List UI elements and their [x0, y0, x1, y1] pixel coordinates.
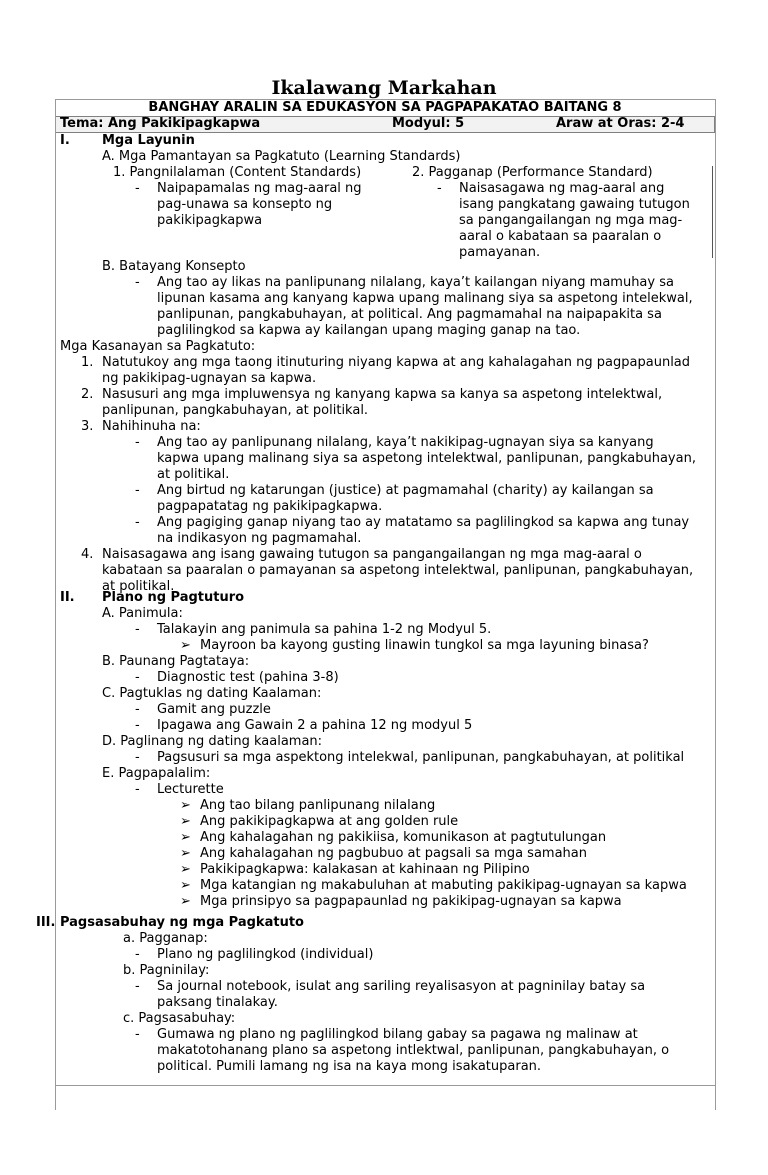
arrow-bullet: ➢	[180, 846, 191, 861]
content-standards-line: pakikipagkapwa	[157, 213, 263, 228]
lecturette-topic: Pakikipagkapwa: kalakasan at kahinaan ng Pilipino	[200, 862, 530, 877]
pagsasabuhay-line: political. Pumili lamang ng isa na kaya mong isakatuparan.	[157, 1059, 542, 1074]
content-standards-line: pag-unawa sa konsepto ng	[157, 197, 333, 212]
pagtataya-line: Diagnostic test (pahina 3-8)	[157, 670, 339, 685]
kasanayan-line: Naisasagawa ang isang gawaing tutugon sa pangangailangan ng mga mag-aaral o	[102, 547, 642, 562]
dash-bullet: -	[135, 947, 140, 962]
modyul-label: Modyul: 5	[392, 116, 465, 131]
content-standards-title: 1. Pangnilalaman (Content Standards)	[113, 165, 362, 180]
nahihinuha-line: Ang birtud ng katarungan (justice) at pagmamahal (charity) ay kailangan sa	[157, 483, 654, 498]
arrow-bullet: ➢	[180, 878, 191, 893]
kasanayan-line: ng pakikipag-ugnayan sa kapwa.	[102, 371, 317, 386]
kasanayan-line: Natutukoy ang mga taong itinuturing niyang kapwa at ang kahalagahan ng pagpapaunlad	[102, 355, 691, 370]
kasanayan-number: 4.	[81, 547, 94, 562]
arrow-bullet: ➢	[180, 862, 191, 877]
kasanayan-line: panlipunan, pangkabuhayan, at politikal.	[102, 403, 369, 418]
section-3-heading: III. Pagsasabuhay ng mga Pagkatuto	[36, 915, 304, 930]
panimula-line: Talakayin ang panimula sa pahina 1-2 ng Modyul 5.	[157, 622, 492, 637]
nahihinuha-line: kapwa upang malinang siya sa aspetong intelektwal, panlipunan, pangkabuhayan,	[157, 451, 696, 466]
dash-bullet: -	[135, 979, 140, 994]
panimula-question: Mayroon ba kayong gusting linawin tungkol sa mga layuning binasa?	[200, 638, 649, 653]
content-standards-line: Naipapamalas ng mag-aaral ng	[157, 181, 362, 196]
kasanayan-number: 2.	[81, 387, 94, 402]
paglinang-label: D. Paglinang ng dating kaalaman:	[102, 734, 323, 749]
arrow-bullet: ➢	[180, 798, 191, 813]
table-right-border	[715, 99, 716, 1110]
pagninilay-label: b. Pagninilay:	[123, 963, 210, 978]
konsepto-line: Ang tao ay likas na panlipunang nilalang, kaya’t kailangan niyang mamuhay sa	[157, 275, 674, 290]
nahihinuha-line: pagpapatatag ng pakikipagkapwa.	[157, 499, 383, 514]
dash-bullet: -	[135, 782, 140, 797]
konsepto-line: panlipunan, pangkabuhayan, at political. Ang pagmamahal na naipapakita sa	[157, 307, 662, 322]
column-divider	[712, 166, 713, 258]
kasanayan-line: kabataan sa paaralan o pamayanan sa aspetong intelektwal, panlipunan, pangkabuhayan,	[102, 563, 694, 578]
kasanayan-line: Nahihinuha na:	[102, 419, 201, 434]
dash-bullet: -	[135, 1027, 140, 1042]
document-title: Ikalawang Markahan	[271, 77, 497, 99]
kasanayan-line: Nasusuri ang mga impluwensya ng kanyang kapwa sa kanya sa aspetong intelektwal,	[102, 387, 663, 402]
nahihinuha-line: Ang tao ay panlipunang nilalang, kaya’t nakikipag-ugnayan siya sa kanyang	[157, 435, 654, 450]
dash-bullet: -	[135, 670, 140, 685]
kasanayan-number: 1.	[81, 355, 94, 370]
dash-bullet: -	[135, 435, 140, 450]
pagtuklas-label: C. Pagtuklas ng dating Kaalaman:	[102, 686, 322, 701]
konsepto-line: lipunan kasama ang kanyang kapwa upang malinang siya sa aspetong intelekwal,	[157, 291, 693, 306]
dash-bullet: -	[135, 702, 140, 717]
dash-bullet: -	[135, 750, 140, 765]
lecturette-topic: Ang kahalagahan ng pakikiisa, komunikason at pagtutulungan	[200, 830, 607, 845]
pagninilay-line: paksang tinalakay.	[157, 995, 278, 1010]
performance-standard-title: 2. Pagganap (Performance Standard)	[412, 165, 653, 180]
kasanayan-label: Mga Kasanayan sa Pagkatuto:	[60, 339, 256, 354]
tema-label: Tema: Ang Pakikipagkapwa	[60, 116, 261, 131]
pagsasabuhay-label: c. Pagsasabuhay:	[123, 1011, 236, 1026]
dash-bullet: -	[437, 181, 442, 196]
nahihinuha-line: at politikal.	[157, 467, 230, 482]
performance-standard-line: Naisasagawa ng mag-aaral ang	[459, 181, 665, 196]
batayang-konsepto-label: B. Batayang Konsepto	[102, 259, 246, 274]
lecturette-topic: Ang tao bilang panlipunang nilalang	[200, 798, 436, 813]
paunang-pagtataya-label: B. Paunang Pagtataya:	[102, 654, 250, 669]
arrow-bullet: ➢	[180, 814, 191, 829]
pagganap-line: Plano ng paglilingkod (individual)	[157, 947, 374, 962]
performance-standard-line: isang pangkatang gawaing tutugon	[459, 197, 690, 212]
arrow-bullet: ➢	[180, 894, 191, 909]
performance-standard-line: aaral o kabataan sa paaralan o	[459, 229, 662, 244]
table-left-border	[55, 99, 56, 1110]
bottom-rule	[55, 1085, 715, 1086]
dash-bullet: -	[135, 718, 140, 733]
pagganap-label: a. Pagganap:	[123, 931, 208, 946]
section-1-heading: Mga Layunin	[102, 133, 195, 148]
section-2-numeral: II.	[60, 590, 75, 605]
lecturette-topic: Ang kahalagahan ng pagbubuo at pagsali sa mga samahan	[200, 846, 587, 861]
pagsasabuhay-line: makatotohanang plano sa aspetong intlektwal, panlipunan, pangkabuhayan, o	[157, 1043, 670, 1058]
pagpapalalim-label: E. Pagpapalalim:	[102, 766, 211, 781]
pagsasabuhay-line: Gumawa ng plano ng paglilingkod bilang gabay sa pagawa ng malinaw at	[157, 1027, 638, 1042]
arrow-bullet: ➢	[180, 830, 191, 845]
arrow-bullet: ➢	[180, 638, 191, 653]
lecturette-line: Lecturette	[157, 782, 224, 797]
lecturette-topic: Mga prinsipyo sa pagpapaunlad ng pakikipag-ugnayan sa kapwa	[200, 894, 622, 909]
pagninilay-line: Sa journal notebook, isulat ang sariling reyalisasyon at pagninilay batay sa	[157, 979, 646, 994]
paglinang-line: Pagsusuri sa mga aspektong intelekwal, panlipunan, pangkabuhayan, at politikal	[157, 750, 685, 765]
nahihinuha-line: Ang pagiging ganap niyang tao ay matatamo sa paglilingkod sa kapwa ang tunay	[157, 515, 690, 530]
nahihinuha-line: na indikasyon ng pagmamahal.	[157, 531, 362, 546]
konsepto-line: paglilingkod sa kapwa ay kailangan upang maging ganap na tao.	[157, 323, 581, 338]
panimula-label: A. Panimula:	[102, 606, 183, 621]
dash-bullet: -	[135, 622, 140, 637]
lecturette-topic: Mga katangian ng makabuluhan at mabuting pakikipag-ugnayan sa kapwa	[200, 878, 687, 893]
pagtuklas-line: Gamit ang puzzle	[157, 702, 271, 717]
pagtuklas-line: Ipagawa ang Gawain 2 a pahina 12 ng modyul 5	[157, 718, 473, 733]
kasanayan-line: at politikal.	[102, 579, 175, 594]
kasanayan-number: 3.	[81, 419, 94, 434]
dash-bullet: -	[135, 483, 140, 498]
performance-standard-line: pamayanan.	[459, 245, 541, 260]
learning-standards-label: A. Mga Pamantayan sa Pagkatuto (Learning Standards)	[102, 149, 461, 164]
lesson-plan-heading: BANGHAY ARALIN SA EDUKASYON SA PAGPAPAKATAO BAITANG 8	[148, 100, 622, 115]
section-1-numeral: I.	[60, 133, 70, 148]
dash-bullet: -	[135, 181, 140, 196]
dash-bullet: -	[135, 515, 140, 530]
araw-label: Araw at Oras: 2-4	[556, 116, 685, 131]
section-2-heading: Plano ng Pagtuturo	[102, 590, 245, 605]
performance-standard-line: sa pangangailangan ng mga mag-	[459, 213, 683, 228]
lecturette-topic: Ang pakikipagkapwa at ang golden rule	[200, 814, 459, 829]
dash-bullet: -	[135, 275, 140, 290]
